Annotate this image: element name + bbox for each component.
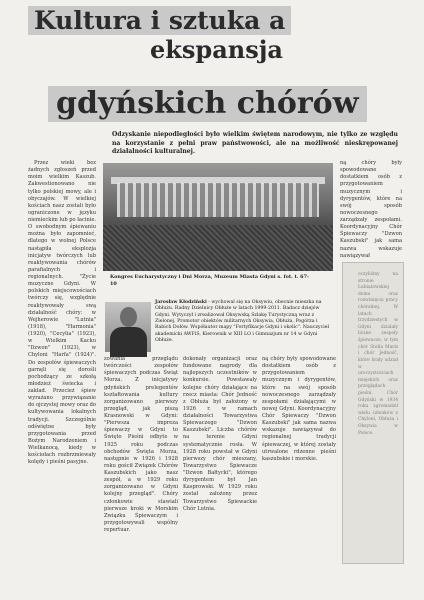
article-column-5: ną chóry były spowodowane dostatkiem osób z przygotowaniem muzycznym i dyrygentów, które na swój sposób nowoczesnego zarządzały zespołami. Koordynacyjny Chór Śpiewaczy "Dzwon Kaszubski" jak sama nazwa wskazuje nawiązywał — [340, 160, 402, 259]
photo-colonnade — [117, 183, 319, 217]
article-column-4: ną chóry były spowodowane dostatkiem osób z przygotowaniem muzycznym i dyrygentów, które na swój sposób nowoczesnego zarządzały zespołami działającymi w nowej Gdyni. Koordynacyjny Chór Śpiewaczy "Dzwon Kaszubski" jak sama nazwa wskazuje nawiązywał do regionalnej tradycji śpiewaczej, w której zostały utrwalone rdzenne pieśni kaszubskie i morskie. — [262, 356, 336, 462]
photo-crowd — [103, 225, 333, 271]
title-line-3: gdyńskich chórów — [48, 86, 367, 122]
photo-caption: Kongres Eucharystyczny i Dni Morza, Muzeum Miasta Gdyni s. fot. t. 67-10 — [110, 274, 310, 287]
article-column-2: zowania przeglądu twórczości zespołów śpiewaczych podczas Świąt Morza. Z inicjatywy gdyńskich prelegentów kształtowania kultury zorganizowano pierwszy przegląd, jak piszą Krasnowski w Gdyni: "Pierwsza impreza śpiewaczy w Gdyni to Święto Pieśni odbyte w 1925 roku podczas obchodów Święta Morza, następnie w 1926 i 1928 roku gościł Związek Chórów Kaszubskich jako nasz zespół, a w 1929 roku zorganizowano w Gdyni kolejny przegląd". Chóry członkowie stawiali pierwsze kroki w Morskim Związku Śpiewaczym i przygotowywali wspólny repertuar. — [104, 356, 178, 533]
title-line-2: ekspansja — [150, 35, 283, 64]
portrait-head — [120, 307, 137, 327]
author-name: Jarosław Kłodziński — [155, 300, 207, 305]
sidebar-faded-text: oczyliśmy na stronie Lubiatowskiej domu oraz rozwinięciu pracy chóralnej. W latach trzydziestych w Gdyni działały liczne zespoły śpiewacze, w tym chór Stella Maris i chór Jedność, które brały udział w uroczystościach miejskich oraz przeglądach pieśni. Chór Gdyński w 1934 roku zgromadził wielu członków z Chyloni, Obłuża i Oksywia w Polsce. — [358, 272, 398, 436]
author-portrait — [105, 302, 151, 352]
bio-description: - wychowal się na Oksywiu, obecnie mieszka na Obłużu. Radny Dzielnicy Obłuże w latach 1999-2011. Badacz dziejów Gdyni. Wytyczył i zrealizował Oksywską Szlakę Turystyczną wraz z Zielonej. Promotor obiektów militarnych Oksywia, Obłuża, Pogórza i Babich Dołów. Współautor mapy "Fortyfikacje Gdyni i okolic". Nauczyciel akademicki AWFiS, Kierownik w XIII LO i Gimnazjum nr 14 w Gdyni Obłuże. — [155, 300, 329, 344]
congress-photo — [103, 163, 333, 271]
portrait-torso — [110, 327, 147, 357]
lead-paragraph: Odzyskanie niepodległości było wielkim świętem narodowym, nie tylko ze względu na korzystanie z pełni praw państwowości, ale na możliwość nieskrępowanej działalności kulturalnej. — [112, 131, 398, 156]
article-column-3: dokonały organizacji oraz fundowane nagrody dla najlepszych uczestników w konkursie. Powstawały kolejne chóry działające na rzecz miasta: Chór Jedność z Obłuża był założony w 1926 r. w ramach działalności Towarzystwa Śpiewaczego "Dzwon Kaszubski". Liczba chórów na terenie Gdyni systematycznie rosła. W 1928 roku powstał w Gdyni pierwszy chór mieszany, Towarzystwo Śpiewacze "Dzwon Bałtycki", którego dyrygentem był Jan Kasprowski. W 1929 roku został założony przez Towarzystwo Śpiewackie Chór Lutnia. — [183, 356, 257, 512]
article-column-1: Przez wieki bez żadnych zgłoszeń przed moim wielkim Kaszub. Zakwestionowano nie tylko polskiej mowy, ale i obyczajów. W wielkiej kościach nasz zostali było ograniczone w języku niemieckim lub po łacinie. O swobodnym śpiewaniu można było zapomnieć, dlatego w wolnej Polsce nastąpiła eksplozja inicjatyw twórczych lub reaktywowania chórów parafialnych i regionalnych. "Życie muzyczne Gdyni. W polskich miejscowościach twórczy się, względnie reaktywowały swą działalność chóry: w Wejherowie "Lutnia" (1918), "Harmonia" (1920), "Cecylia" (1923), w Wielkim Kacku "Dzwon" (1923), w Chyloni "Harfa" (1924)". Do zespołów śpiewaczych garnęli się dorośli pochodzący ze szkołą młodzież świecka i zakład. Przecież śpiew wyrażano przywiązanie do ojczystej mowy oraz do kultywowania lokalnych tradycji. Szczególnie odświętne były przygotowania przed Bożym Narodzeniem i Wielkanocą, kiedy w kościołach rozbrzmiewały kolędy i pieśni pasyjne. — [28, 160, 96, 466]
title-line-1: Kultura i sztuka a — [28, 6, 291, 35]
author-bio — [103, 300, 331, 352]
bio-text — [155, 300, 331, 344]
